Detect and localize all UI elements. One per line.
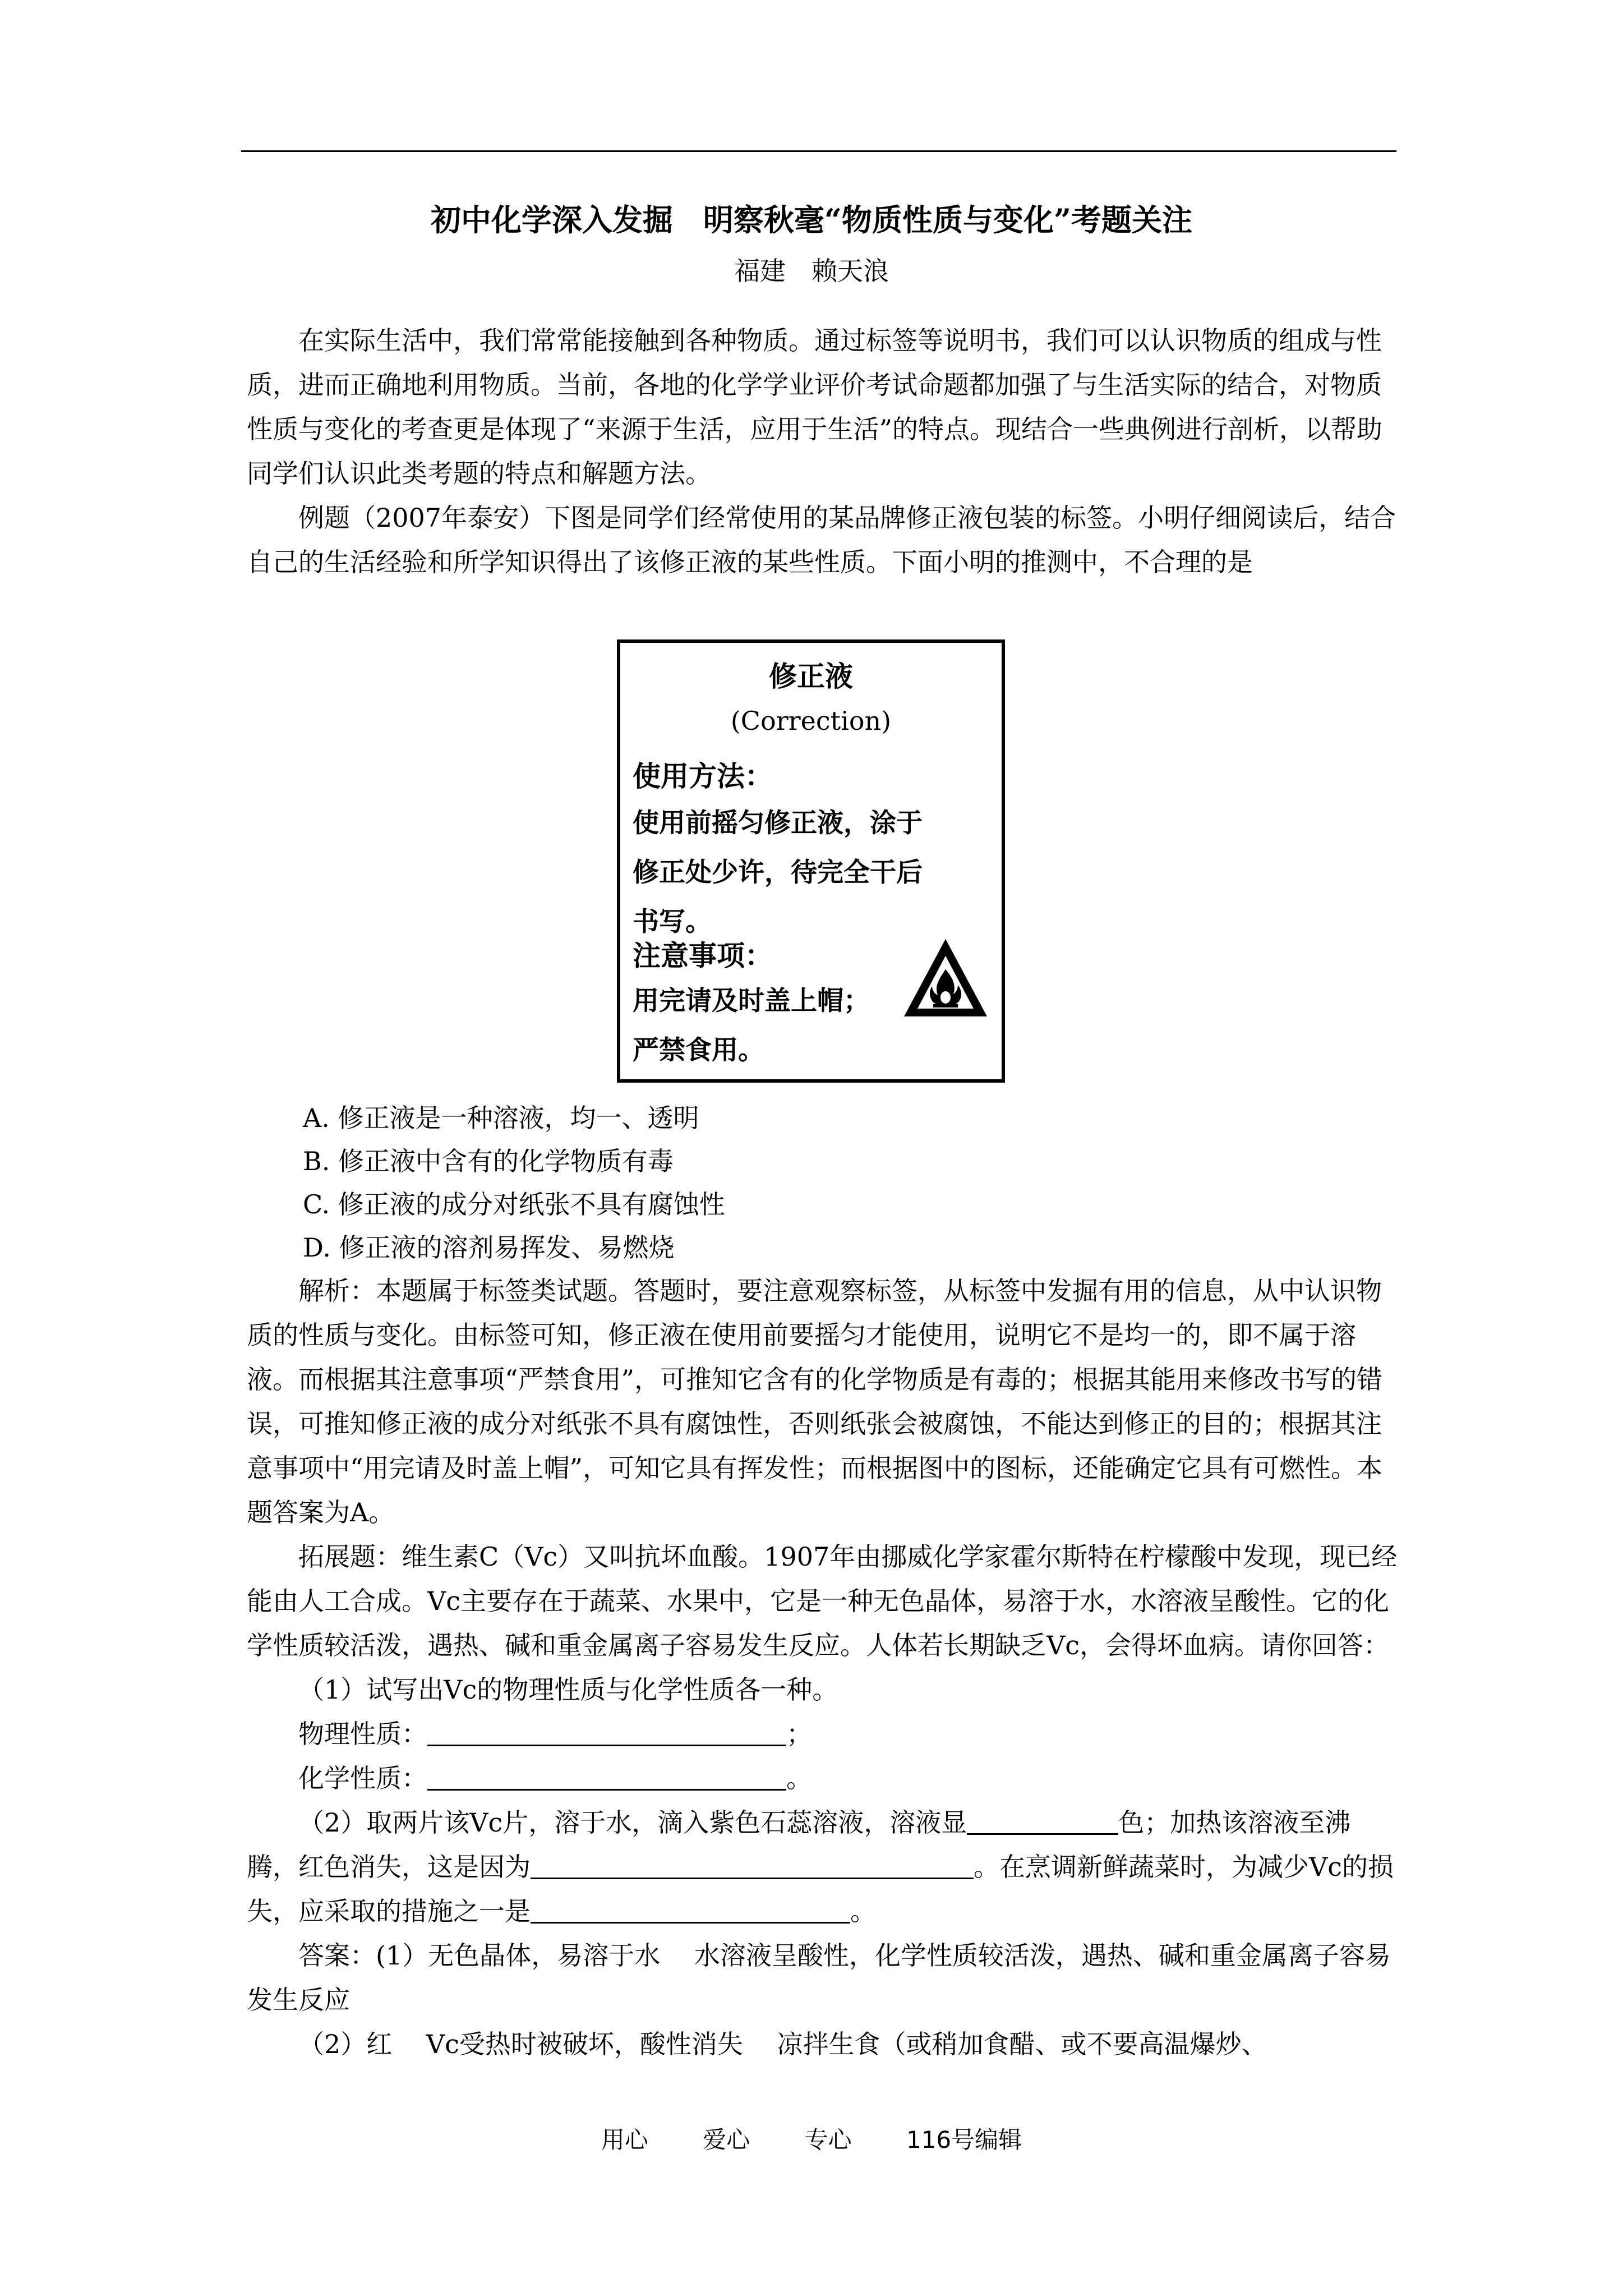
correction-fluid-label [617, 639, 1005, 1083]
label-usage-line: 书写。 [633, 907, 712, 937]
flammable-warning-icon [901, 935, 990, 1024]
q2-text-3: 。在烹调新鲜蔬菜时，为减少Vc的损失，应采取的措施之一是 [247, 1852, 1394, 1926]
article-author: 福建 赖天浪 [734, 256, 889, 286]
intro-paragraph: 在实际生活中，我们常常能接触到各种物质。通过标签等说明书，我们可以认识物质的组成与性质，进而正确地利用物质。当前，各地的化学学业评价考试命题都加强了与生活实际的结合，对物质性质与变化的考查更是体现了“来源于生活，应用于生活”的特点。现结合一些典例进行剖析，以帮助同学们认识此类考题的特点和解题方法。 [247, 325, 1383, 489]
reason-blank [531, 1852, 974, 1879]
header-rule [241, 150, 1396, 152]
analysis-paragraph: 解析：本题属于标签类试题。答题时，要注意观察标签，从标签中发掘有用的信息，从中认识物质的性质与变化。由标签可知，修正液在使用前要摇匀才能使用，说明它不是均一的，即不属于溶液。而根据其注意事项“严禁食用”，可推知它含有的化学物质是有毒的；根据其能用来修改书写的错误，可推知修正液的成分对纸张不具有腐蚀性，否则纸张会被腐蚀，不能达到修正的目的；根据其注意事项中“用完请及时盖上帽”，可知它具有挥发性；而根据图中的图标，还能确定它具有可燃性。本题答案为A。 [247, 1276, 1383, 1527]
physical-property-end: ； [786, 1719, 812, 1749]
physical-property-label: 物理性质： [298, 1719, 427, 1749]
label-usage-line: 修正处少许，待完全干后 [633, 857, 923, 888]
intro-section [247, 319, 1399, 585]
footer-text: 用心 [601, 2126, 648, 2154]
label-notice-heading: 注意事项： [633, 940, 773, 972]
chemical-property-line [247, 1756, 1399, 1801]
question-1-prompt: （1）试写出Vc的物理性质与化学性质各一种。 [298, 1674, 838, 1705]
footer-editor: 116号编辑 [906, 2126, 1022, 2154]
label-notice-line: 严禁食用。 [633, 1035, 764, 1066]
answer-1-paragraph: 答案：(1）无色晶体，易溶于水 水溶液呈酸性，化学性质较活泼，遇热、碱和重金属离子容易发生反应 [247, 1940, 1391, 2015]
article-title: 初中化学深入发掘 明察秋毫“物质性质与变化”考题关注 [430, 202, 1193, 238]
footer-text: 爱心 [703, 2126, 750, 2154]
measure-blank [531, 1896, 850, 1924]
page-footer [0, 2122, 1623, 2155]
answer-2-paragraph: （2）红 Vc受热时被破坏，酸性消失 凉拌生食（或稍加食醋、或不要高温爆炒、 [298, 2029, 1267, 2059]
question-2-paragraph [247, 1801, 1399, 1934]
option-d: D. 修正液的溶剂易挥发、易燃烧 [303, 1232, 675, 1263]
option-a: A. 修正液是一种溶液，均一、透明 [303, 1103, 699, 1133]
answer-options [303, 1097, 725, 1269]
option-b: B. 修正液中含有的化学物质有毒 [303, 1146, 674, 1176]
physical-property-blank [427, 1719, 786, 1746]
label-subtitle: (Correction) [730, 706, 892, 736]
extension-paragraph: 拓展题：维生素C（Vc）又叫抗坏血酸。1907年由挪威化学家霍尔斯特在柠檬酸中发现，现已经能由人工合成。Vc主要存在于蔬菜、水果中，它是一种无色晶体，易溶于水，水溶液呈酸性。它的化学性质较活泼，遇热、碱和重金属离子容易发生反应。人体若长期缺乏Vc，会得坏血病。请你回答： [247, 1542, 1398, 1660]
q2-text-2: 色；加热该溶液至沸腾，红色消失，这是因为 [247, 1807, 1351, 1882]
label-usage-line: 使用前摇匀修正液，涂于 [633, 808, 923, 839]
option-c: C. 修正液的成分对纸张不具有腐蚀性 [303, 1189, 725, 1220]
label-usage-text [633, 799, 923, 947]
q2-text-1: （2）取两片该Vc片，溶于水，滴入紫色石蕊溶液，溶液显 [298, 1807, 967, 1838]
chemical-property-blank [427, 1763, 786, 1791]
label-title: 修正液 [769, 660, 853, 693]
chemical-property-end: 。 [786, 1763, 812, 1793]
label-usage-heading: 使用方法： [633, 760, 773, 793]
physical-property-line [247, 1712, 1399, 1756]
solution-section [247, 1269, 1399, 2067]
label-notice-line: 用完请及时盖上帽； [633, 986, 870, 1016]
footer-text: 专心 [804, 2126, 852, 2154]
q2-text-4: 。 [850, 1896, 876, 1926]
example-paragraph: 例题（2007年泰安）下图是同学们经常使用的某品牌修正液包装的标签。小明仔细阅读后，结合自己的生活经验和所学知识得出了该修正液的某些性质。下面小明的推测中，不合理的是 [247, 503, 1396, 577]
label-notice-text [633, 977, 870, 1075]
color-blank [967, 1807, 1118, 1835]
chemical-property-label: 化学性质： [298, 1763, 427, 1793]
